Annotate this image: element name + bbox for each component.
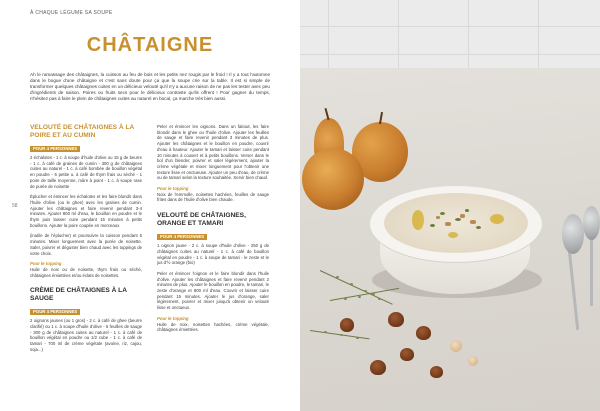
chestnut-soup <box>384 193 528 253</box>
topping-label: Pour le topping <box>157 315 189 321</box>
chestnut <box>416 326 431 340</box>
page-title: CHÂTAIGNE <box>86 34 214 56</box>
serves-badge: POUR 4 PERSONNES <box>30 146 80 152</box>
recipe-title-pear-cumin: VELOUTÉ DE CHÂTAIGNES À LA POIRE ET AU CUMIN <box>30 124 135 139</box>
food-photo <box>300 0 600 411</box>
ingredients: 2 échalotes - 1 c. à soupe d'huile d'olive ou 15 g de beurre - 1 c. à café de graines de cumin - 300 g de châtaignes cuites au naturel - 1 c. à café bombée de bouillon végétal en poudre - 5 petite u. à café de thym frais ou séché - 1 poire de taille moyenne, mûre à point - 1 c. à soupe rase de purée de noisette <box>30 155 142 189</box>
pear <box>302 148 364 210</box>
intro-paragraph: Ah le ramassage des châtaignes, la cuisson au feu de bois et les petits nez rougis par le froid ! Il y a tout l'automne dans le bogue d'une châtaigne et c'est sans doute pour ça que la soupe crie sur la table. Il est si simple de transformer quelques châtaignes cuites en un délicieux velouté qu'il n'y a aucune raison de ne pas les tester avec peu d'ingrédients de saison. Poires ou fruits secs pour le délicieux contraste qu'ils offrent ! Pour gagner du temps, n'hésitez pas à faire le plein de châtaignes cuites au naturel en bocal, ça marche très bien aussi. <box>30 72 270 102</box>
chestnut <box>388 312 404 327</box>
ingredients: 1 oignon jaune - 2 c. à soupe d'huile d'olive - 250 g de châtaignes cuites au naturel - 1 c. à café de bouillon végétal en poudre - 1 c. à soupe de tamari - le zeste et le jus d'½ orange (bio) <box>157 243 269 266</box>
topping-label: Pour le topping <box>30 261 62 267</box>
method: Éplucher et émincer les échalotes et les faire blondir dans l'huile d'olive (ou le ghee) avec les graines de cumin. Ajouter les châtaignes et faire revenir pendant 3-4 minutes. Ajouter 800 ml d'eau, le bouillon en poudre et le thym puis laisser cuire pendant 15 minutes à petits bouillons. Ajouter la poire coupée en morceaux <box>30 194 142 228</box>
topping-text: Huile de noix, noisettes hachées, crème végétale, châtaignes émiettées. <box>157 321 269 333</box>
spoon <box>590 236 593 306</box>
chestnut <box>430 366 443 378</box>
column-left <box>30 124 142 358</box>
topping-label: Pour le topping <box>157 186 189 192</box>
serves-badge: POUR 4 PERSONNES <box>157 234 207 240</box>
chestnut-peeled <box>450 340 462 352</box>
running-head: À CHAQUE LÉGUME SA SOUPE <box>30 10 113 16</box>
column-right <box>157 124 269 338</box>
recipe-title-orange-tamari: VELOUTÉ DE CHÂTAIGNES, ORANGE ET TAMARI <box>157 212 246 228</box>
serves-badge: POUR 4 PERSONNES <box>30 309 80 315</box>
ingredients: 2 oignons jaunes (ou 1 gros) - 2 c. à café de ghee (beurre clarifié) ou 1 c. à soupe d'huile d'olive - 5 feuilles de sauge - 300 g de châtaignes cuites au naturel - 1 c. à café de bouillon végétal en poudre ou 1/2 cube - 1 c. à café de tamari - 700 ml de crème végétale (avoine, riz, cajou, soja...) <box>30 318 142 352</box>
method-continued: (inutile de l'éplucher) et poursuivre la cuisson pendant 5 minutes. Mixer longuement avec la purée de noisette. Saler, poivrer et déguster bien chaud avec les toppings de votre choix. <box>30 233 142 256</box>
chestnut <box>370 360 386 375</box>
method: Peler et émincer l'oignon et le faire blondir dans l'huile d'olive. Ajouter les châtaignes et faire revenir pendant 2 minutes de plus. Ajouter le bouillon en poudre, le tamari, le zeste d'orange et 800 ml d'eau. Couvrir et laisser cuire pendant 15 minutes. Ajouter le jus d'orange, saler légèrement, poivrer et mixer jusqu'à obtenir un velouté lisse et onctueux. <box>157 270 269 311</box>
chestnut <box>400 348 414 361</box>
recipe-title-sage: CRÈME DE CHÂTAIGNES À LA SAUGE <box>30 287 127 303</box>
chestnut-peeled <box>468 356 478 366</box>
topping-text: Huile de noix ou de noisette, thym frais ou séché, châtaignes émiettées et/ou éclats de noisettes. <box>30 266 142 278</box>
topping-text: Noix de l'emmolle, noisettes hachées, feuilles de sauge frites dans de l'huile d'olive bien chaude. <box>157 191 269 203</box>
method: Peler et émincer les oignons. Dans un faitout, les faire blondir dans le ghee ou l'huile d'olive. Ajouter les feuilles de sauge et faire revenir pendant 3 minutes de plus. Ajouter les châtaignes et le bouillon en poudre, couvrir d'eau à hauteur. Ajouter le tamari et laisser cuire pendant 10 minutes à couvert et à petits bouillons. Verser dans le bol d'un blender, poivrer et saler légèrement, ajouter la crème végétale et mixer longuement pour l'obtenir une texture lisse et onctueuse. Ajouter un peu d'eau, de crème ou de tamari selon la texture souhaitée. Servir bien chaud. <box>157 124 269 181</box>
page-number: 58 <box>12 203 18 209</box>
chestnut <box>340 318 354 332</box>
